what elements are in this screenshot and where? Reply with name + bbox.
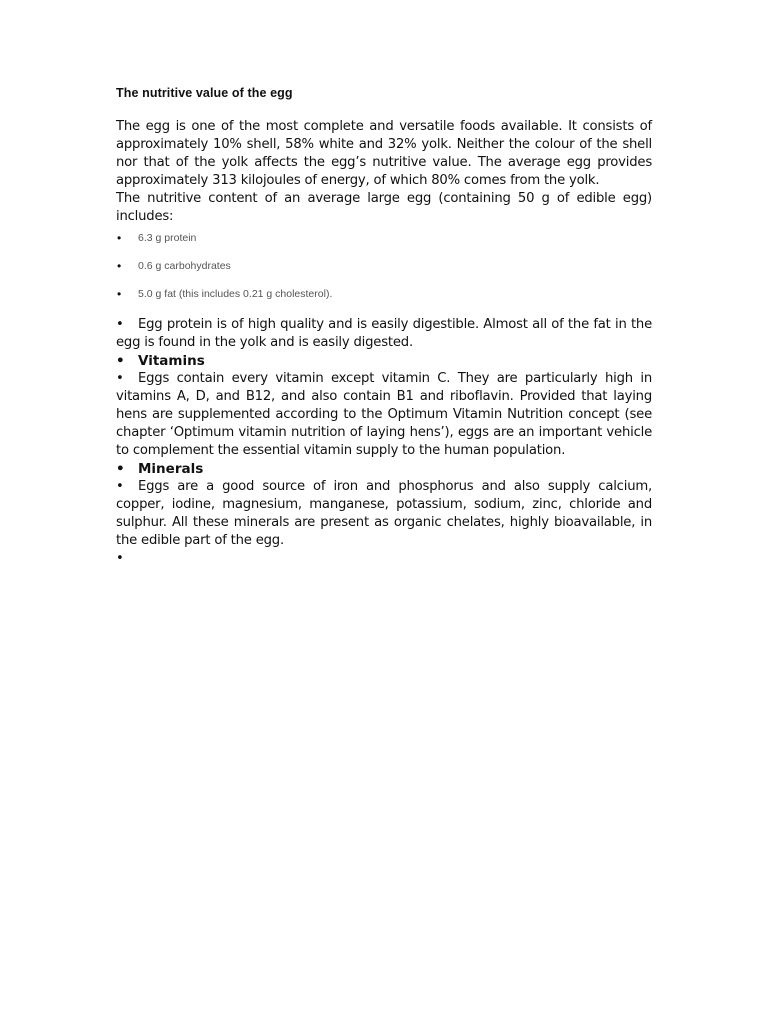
nutrient-fat: 5.0 g fat (this includes 0.21 g cholesterol). bbox=[138, 288, 333, 300]
document-page bbox=[116, 86, 652, 568]
list-item bbox=[116, 286, 652, 314]
minerals-paragraph bbox=[116, 478, 652, 550]
minerals-heading-text: Minerals bbox=[138, 461, 204, 477]
bullet-icon: • bbox=[117, 287, 122, 301]
vitamins-heading bbox=[116, 352, 652, 370]
list-item bbox=[116, 230, 652, 258]
minerals-text: Eggs are a good source of iron and phosphorus and also supply calcium, copper, iodine, magnesium, manganese, potassium, sodium, zinc, chloride and sulphur. All these minerals are present as organic chelates, highly bioavailable, in the edible part of the egg. bbox=[116, 479, 652, 548]
vitamins-text: Eggs contain every vitamin except vitamin C. They are particularly high in vitamins A, D, and B12, and also contain B1 and riboflavin. Provided that laying hens are supplemented according to the Optimum Vitamin Nutrition concept (see chapter ‘Optimum vitamin nutrition of laying hens’), eggs are an important vehicle to complement the essential vitamin supply to the human population. bbox=[116, 371, 652, 458]
vitamins-heading-text: Vitamins bbox=[138, 353, 205, 369]
nutrient-protein: 6.3 g protein bbox=[138, 232, 197, 244]
protein-text: Egg protein is of high quality and is easily digestible. Almost all of the fat in the egg is found in the yolk and is easily digested. bbox=[116, 317, 652, 350]
bullet-icon: • bbox=[116, 551, 124, 566]
list-item bbox=[116, 258, 652, 286]
content-intro-paragraph: The nutritive content of an average large egg (containing 50 g of edible egg) includes: bbox=[116, 191, 652, 224]
intro-paragraph: The egg is one of the most complete and versatile foods available. It consists of approximately 10% shell, 58% white and 32% yolk. Neither the colour of the shell nor that of the yolk affects the egg’s nutritive value. The average egg provides approximately 313 kilojoules of energy, of which 80% comes from the yolk. bbox=[116, 119, 652, 188]
protein-paragraph bbox=[116, 316, 652, 352]
bullet-icon: • bbox=[117, 259, 122, 273]
vitamins-paragraph bbox=[116, 370, 652, 460]
nutrient-list bbox=[116, 230, 652, 314]
nutrient-carbohydrates: 0.6 g carbohydrates bbox=[138, 260, 231, 272]
empty-bullet-line bbox=[116, 550, 652, 568]
bullet-icon: • bbox=[116, 371, 124, 386]
bullet-icon: • bbox=[116, 353, 125, 369]
bullet-icon: • bbox=[116, 461, 125, 477]
bullet-icon: • bbox=[117, 231, 122, 245]
minerals-heading bbox=[116, 460, 652, 478]
bullet-icon: • bbox=[116, 317, 124, 332]
document-title: The nutritive value of the egg bbox=[116, 86, 293, 100]
bullet-icon: • bbox=[116, 479, 124, 494]
